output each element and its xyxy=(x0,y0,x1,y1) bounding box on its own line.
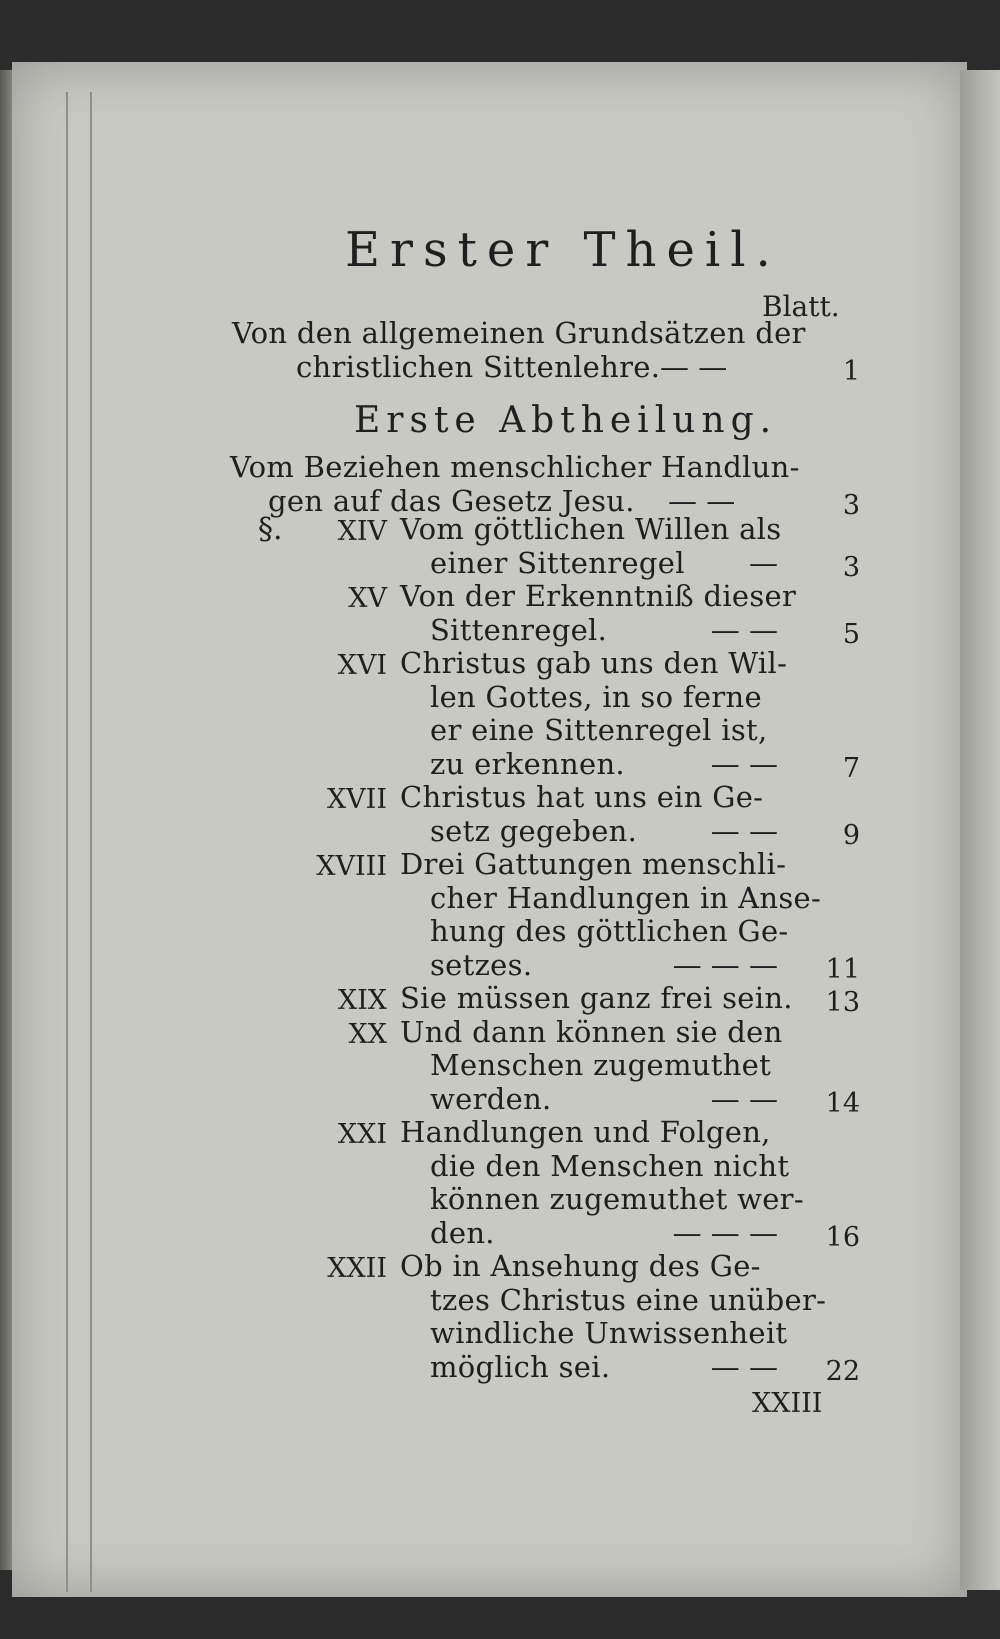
section-intro-dashes: — — xyxy=(668,484,736,518)
entry-number: XIV xyxy=(337,516,387,547)
entry-dashes: — — xyxy=(710,813,778,848)
section-intro-page: 3 xyxy=(842,490,860,521)
entry-page: 22 xyxy=(825,1355,860,1387)
entry-number: XVII xyxy=(326,784,387,815)
entry-line: er eine Sittenregel ist, xyxy=(430,713,768,747)
entry-line: windliche Unwissenheit xyxy=(430,1316,788,1350)
entry-dashes: — — — xyxy=(672,947,778,982)
entry-line: Von der Erkenntniß dieser xyxy=(400,579,797,613)
entry-page: 13 xyxy=(825,987,860,1018)
entry-page: 5 xyxy=(842,618,860,650)
entry-dashes: — — xyxy=(710,1349,778,1384)
entry-dashes: — — xyxy=(710,1081,778,1116)
part-intro-line-1: Von den allgemeinen Grundsätzen der xyxy=(232,316,806,350)
entry-number: XIX xyxy=(337,985,387,1016)
entry-line: Handlungen und Folgen, xyxy=(400,1115,771,1149)
section-title: Erste Abtheilung. xyxy=(354,400,778,441)
entry-number: XX xyxy=(348,1018,387,1050)
entry-number: XXI xyxy=(337,1119,387,1150)
entry-line: Drei Gattungen menschli- xyxy=(400,847,787,881)
entry-line: Sittenregel. xyxy=(430,612,608,647)
entry-dashes: — — — xyxy=(672,1215,778,1250)
entry-dashes: — — xyxy=(710,746,778,781)
entry-page: 7 xyxy=(842,752,860,784)
entry-line: können zugemuthet wer- xyxy=(430,1182,804,1216)
entry-number: XVIII xyxy=(316,851,387,882)
entry-number: XXII xyxy=(327,1253,387,1284)
entry-line: len Gottes, in so ferne xyxy=(430,679,762,714)
entry-page: 16 xyxy=(825,1221,860,1253)
section-intro-line-1: Vom Beziehen menschlicher Handlun- xyxy=(230,450,800,484)
entry-line: einer Sittenregel xyxy=(430,545,685,580)
entry-line: die den Menschen nicht xyxy=(430,1148,790,1183)
entry-line: setz gegeben. xyxy=(430,813,638,848)
margin-rule xyxy=(66,92,92,1592)
blatt-label: Blatt. xyxy=(762,290,840,323)
entry-line: werden. xyxy=(430,1081,552,1116)
paragraph-sign: §. xyxy=(258,512,283,547)
entry-page: 14 xyxy=(825,1087,860,1119)
entry-page: 11 xyxy=(825,953,860,985)
entry-number: XVI xyxy=(337,650,387,681)
entry-line: Ob in Ansehung des Ge- xyxy=(400,1249,761,1283)
part-intro-line-2: christlichen Sittenlehre. xyxy=(296,350,661,384)
entry-line: Und dann können sie den xyxy=(400,1014,783,1049)
part-intro-page: 1 xyxy=(842,356,860,387)
entry-line: Sie müssen ganz frei sein. xyxy=(400,981,793,1015)
entry-line: tzes Christus eine unüber- xyxy=(430,1282,827,1317)
entry-page: 3 xyxy=(842,551,860,583)
entry-line: hung des göttlichen Ge- xyxy=(430,914,789,948)
part-intro-dashes: — — xyxy=(660,350,728,384)
entry-line: den. xyxy=(430,1215,495,1250)
next-page-edge xyxy=(960,70,1000,1590)
entry-page: 9 xyxy=(842,819,860,851)
entry-number: XV xyxy=(348,583,387,614)
part-title: Erster Theil. xyxy=(345,222,781,278)
entry-line: möglich sei. xyxy=(430,1349,611,1384)
entry-line: Vom göttlichen Willen als xyxy=(400,512,782,546)
entry-line: Christus gab uns den Wil- xyxy=(400,646,788,680)
entry-line: Christus hat uns ein Ge- xyxy=(400,780,764,814)
catchword: XXIII xyxy=(752,1388,823,1419)
entry-line: Menschen zugemuthet xyxy=(430,1048,772,1082)
entry-dashes: — xyxy=(749,545,778,580)
entry-line: cher Handlungen in Anse- xyxy=(430,880,822,915)
entry-line: zu erkennen. xyxy=(430,746,625,781)
entry-dashes: — — xyxy=(710,612,778,647)
section-intro-line-2: gen auf das Gesetz Jesu. xyxy=(268,484,635,518)
entry-line: setzes. xyxy=(430,947,533,982)
